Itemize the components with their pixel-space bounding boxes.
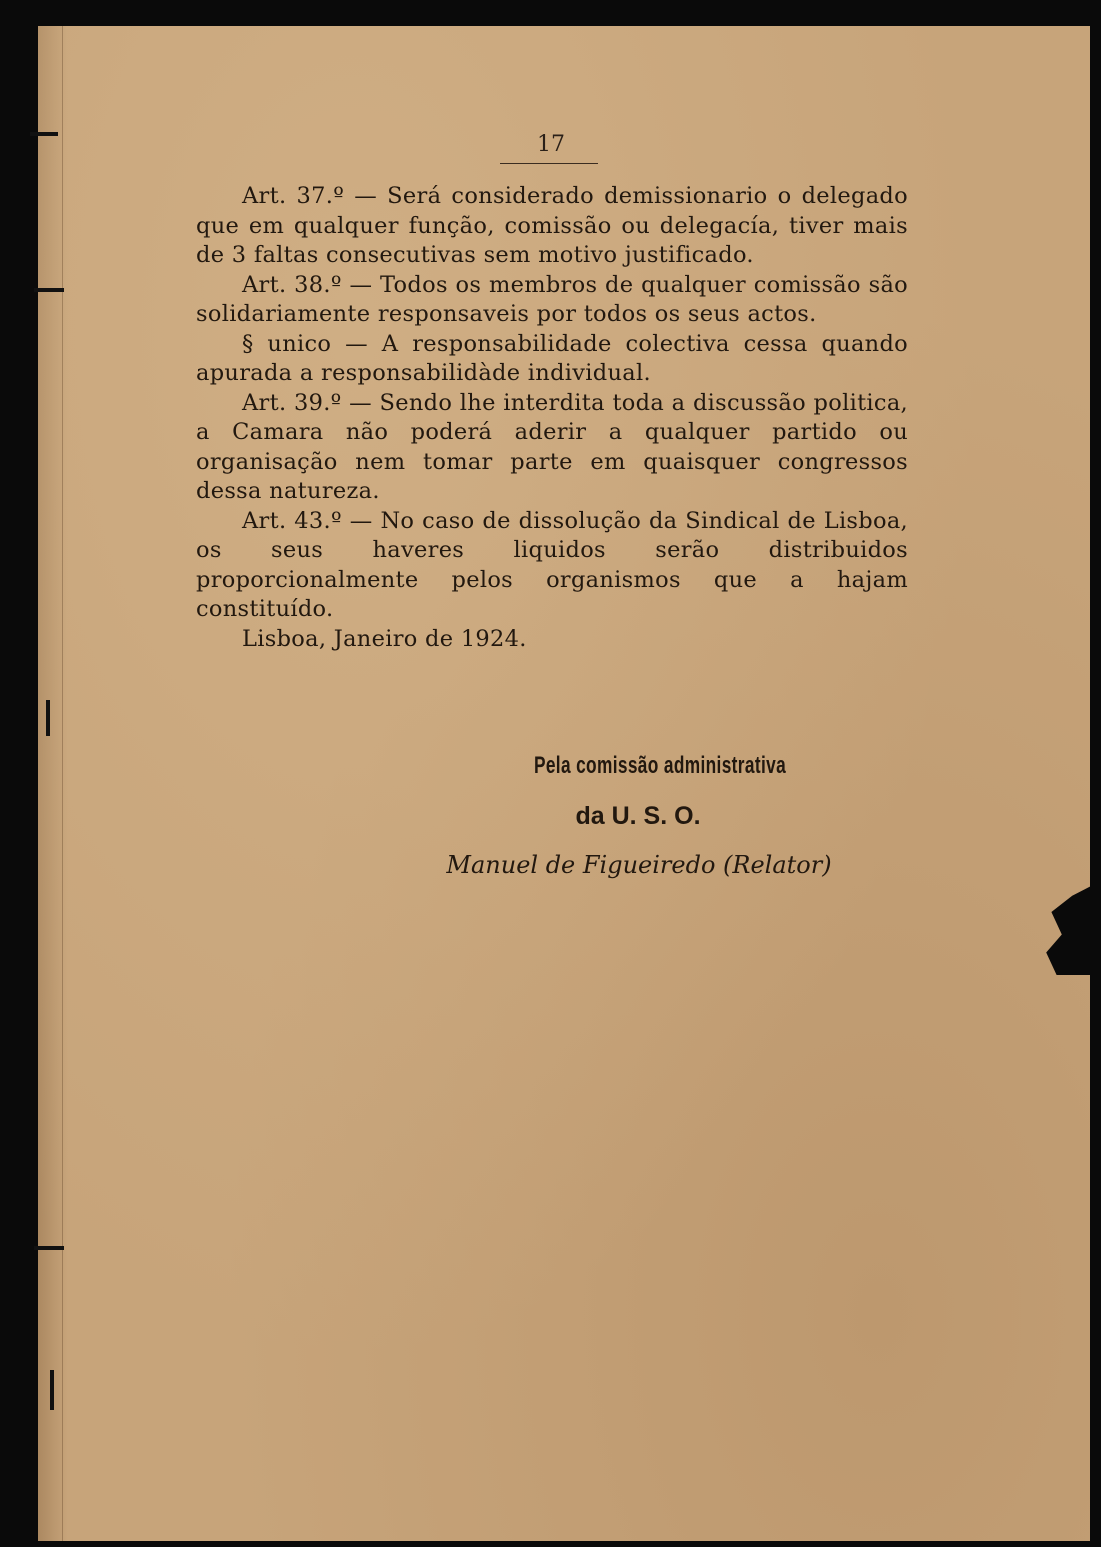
binding-mark	[50, 1370, 54, 1410]
body-text	[196, 182, 908, 654]
paragraph-unico: § unico — A responsabilidade colectiva cessa quando apurada a responsabilidàde individual.	[196, 330, 908, 386]
paragraph-art-39: Art. 39.º — Sendo lhe interdita toda a discussão politica, a Camara não poderá aderir a qualquer partido ou organisação nem tomar parte em quaisquer congressos dessa natureza.	[196, 389, 908, 504]
binding-mark	[46, 700, 50, 736]
paragraph-art-38: Art. 38.º — Todos os membros de qualquer comissão são solidariamente responsaveis por todos os seus actos.	[196, 271, 908, 327]
signature-organization: da U. S. O.	[575, 802, 701, 830]
signature-block	[380, 752, 920, 879]
signature-name: Manuel de Figueiredo (Relator)	[446, 851, 832, 879]
paragraph-art-43: Art. 43.º — No caso de dissolução da Sindical de Lisboa, os seus haveres liquidos serão distribuidos proporcionalmente pelos organismos que a hajam constituído.	[196, 507, 908, 622]
binding-mark	[30, 132, 58, 136]
signature-commission: Pela comissão administrativa	[533, 752, 787, 779]
page-number: 17	[537, 132, 565, 157]
binding-mark	[34, 1246, 64, 1250]
paragraph-art-37: Art. 37.º — Será considerado demissionario o delegado que em qualquer função, comissão ou delegacía, tiver mais de 3 faltas consecutivas sem motivo justificado.	[196, 183, 908, 268]
page-spine	[38, 26, 63, 1541]
binding-mark	[34, 288, 64, 292]
page-number-rule	[500, 163, 598, 164]
date-line: Lisboa, Janeiro de 1924.	[242, 625, 527, 652]
